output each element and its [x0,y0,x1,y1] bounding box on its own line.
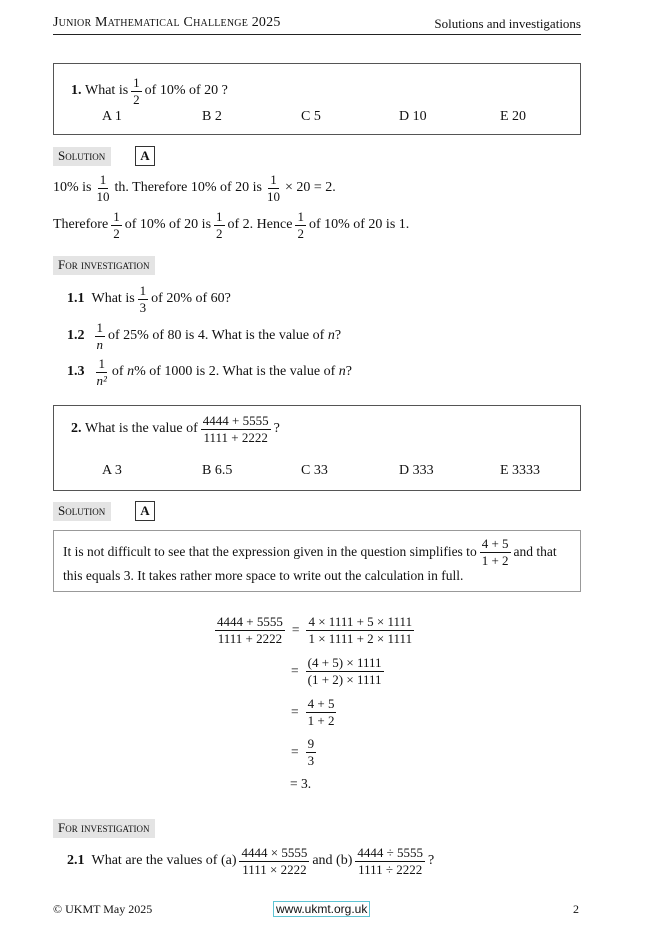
fraction-numerator: 1 [297,209,304,224]
option-c: C 33 [301,463,328,478]
fraction [265,173,282,203]
question-1-pre: What is [85,83,129,99]
calc-line-4 [287,737,319,767]
fraction-numerator: 4444 × 5555 [241,845,308,860]
fraction [306,697,337,727]
text: 10% is [53,180,92,196]
fraction-numerator: 4444 ÷ 5555 [357,845,424,860]
fraction-numerator: 1 [113,209,120,224]
fraction-denominator: 1 + 2 [481,552,509,568]
investigation-1-label: For investigation [53,256,155,275]
text: ? [345,364,352,380]
option-c: C 5 [301,109,321,124]
fraction-numerator: 4444 + 5555 [202,413,269,428]
text: What are the values of (a) [91,853,237,869]
option-e: E 3333 [500,463,541,478]
fraction-numerator: 1 [139,283,147,298]
fraction [306,615,414,645]
question-1-text [71,76,228,106]
calc-line-1 [212,615,417,645]
fraction-numerator: 1 [99,172,107,187]
question-1-number: 1. [71,83,82,99]
footer-copyright: © UKMT May 2025 [53,902,153,916]
header-subtitle: Solutions and investigations [434,16,581,31]
investigation-2-label: For investigation [53,819,155,838]
fraction-numerator: 1 [133,75,140,90]
fraction [295,210,306,240]
fraction-denominator: 2 [113,225,120,241]
header-title: Junior Mathematical Challenge 2025 [53,15,281,30]
text: of 20% of 60? [151,291,231,307]
text: and (b) [312,853,353,869]
fraction-denominator: 1111 + 2222 [217,630,283,646]
fraction-denominator: 1 × 1111 + 2 × 1111 [308,630,413,646]
fraction-denominator: 1 + 2 [307,712,335,728]
solution-2-note [53,530,581,592]
text: of [111,364,124,380]
equals-sign: = [291,704,299,720]
fraction [239,846,309,876]
fraction-numerator: 9 [307,736,315,751]
option-d: D 10 [399,109,427,124]
fraction [306,656,384,686]
question-1-post: of 10% of 20 ? [144,83,228,99]
fraction [95,357,109,387]
note-line-1 [63,537,557,567]
fraction-numerator: 1 [270,172,277,187]
fraction-numerator: 4 + 5 [307,696,335,711]
fraction [111,210,122,240]
option-b: B 2 [202,109,222,124]
solution-1-line-2 [53,210,409,240]
solution-1-answer: A [135,146,155,166]
question-2-text [71,414,280,444]
question-2-pre: What is the value of [85,421,198,437]
fraction-denominator: 10 [96,188,110,204]
text: × 20 = 2. [284,180,336,196]
fraction [355,846,425,876]
fraction-denominator: n [96,336,103,352]
question-2-box [53,405,581,491]
investigation-1-3 [67,357,352,387]
fraction [215,615,285,645]
fraction-denominator: n² [96,372,107,388]
calc-line-3 [287,697,339,727]
fraction-denominator: 2 [297,225,304,241]
variable: n [127,364,135,380]
text: of 25% of 80 is 4. What is the value of [108,328,325,344]
fraction [138,284,149,314]
fraction-numerator: 4 + 5 [481,536,509,551]
item-number: 1.2 [67,328,85,344]
text: th. Therefore 10% of 20 is [114,180,262,196]
fraction-denominator: 1111 ÷ 2222 [358,861,423,877]
option-d: D 333 [399,463,434,478]
item-number: 1.1 [67,291,85,307]
variable: n [338,364,346,380]
text: What is [91,291,135,307]
calc-line-2 [287,656,387,686]
fraction [95,321,106,351]
text: of 2. Hence [227,217,293,233]
text: ? [428,853,435,869]
text: of 10% of 20 is [124,217,212,233]
fraction [95,173,112,203]
equals-sign: = [291,663,299,679]
text: Therefore [53,217,109,233]
header-rule [53,34,581,35]
solution-2-label: Solution [53,502,111,521]
fraction [306,737,317,767]
item-number: 2.1 [67,853,85,869]
text: ? [334,328,342,344]
investigation-2-1 [67,846,434,876]
fraction-denominator: 1111 × 2222 [242,861,307,877]
text: and that [513,544,557,560]
item-number: 1.3 [67,364,85,380]
fraction-denominator: 2 [216,225,223,241]
fraction-numerator: (4 + 5) × 1111 [307,655,382,670]
fraction-denominator: (1 + 2) × 1111 [307,671,382,687]
text: It is not difficult to see that the expression given in the question simplifies to [63,544,477,560]
option-a: A 3 [102,463,122,478]
footer-website-link[interactable]: www.ukmt.org.uk [273,901,370,917]
fraction-numerator: 4 × 1111 + 5 × 1111 [308,614,413,629]
fraction [214,210,225,240]
option-a: A 1 [102,109,122,124]
fraction-denominator: 2 [133,91,140,107]
question-2-post: ? [273,421,280,437]
fraction-numerator: 1 [98,356,105,371]
equals-sign: = [291,622,300,638]
question-1-fraction [131,76,142,106]
fraction-denominator: 10 [266,188,280,204]
solution-2-answer: A [135,501,155,521]
calc-line-5 [290,776,311,792]
text: of 10% of 20 is 1. [308,217,410,233]
text: % of 1000 is 2. What is the value of [134,364,336,380]
variable: n [327,328,335,344]
investigation-1-1 [67,284,231,314]
fraction-numerator: 4444 + 5555 [217,614,283,629]
text: = 3. [290,776,312,791]
fraction-denominator: 1111 + 2222 [203,429,268,445]
question-2-fraction [201,414,271,444]
option-b: B 6.5 [202,463,233,478]
solution-1-line-1 [53,173,336,203]
fraction-numerator: 1 [216,209,223,224]
fraction-denominator: 3 [139,299,147,315]
investigation-1-2 [67,321,341,351]
question-1-box [53,63,581,135]
option-e: E 20 [500,109,527,124]
question-2-number: 2. [71,421,82,437]
equals-sign: = [291,744,299,760]
fraction-denominator: 3 [307,752,315,768]
fraction [480,537,511,567]
fraction-numerator: 1 [96,320,103,335]
page-number: 2 [573,902,579,916]
note-line-2: this equals 3. It takes rather more space to write out the calculation in full. [63,568,464,583]
solution-1-label: Solution [53,147,111,166]
